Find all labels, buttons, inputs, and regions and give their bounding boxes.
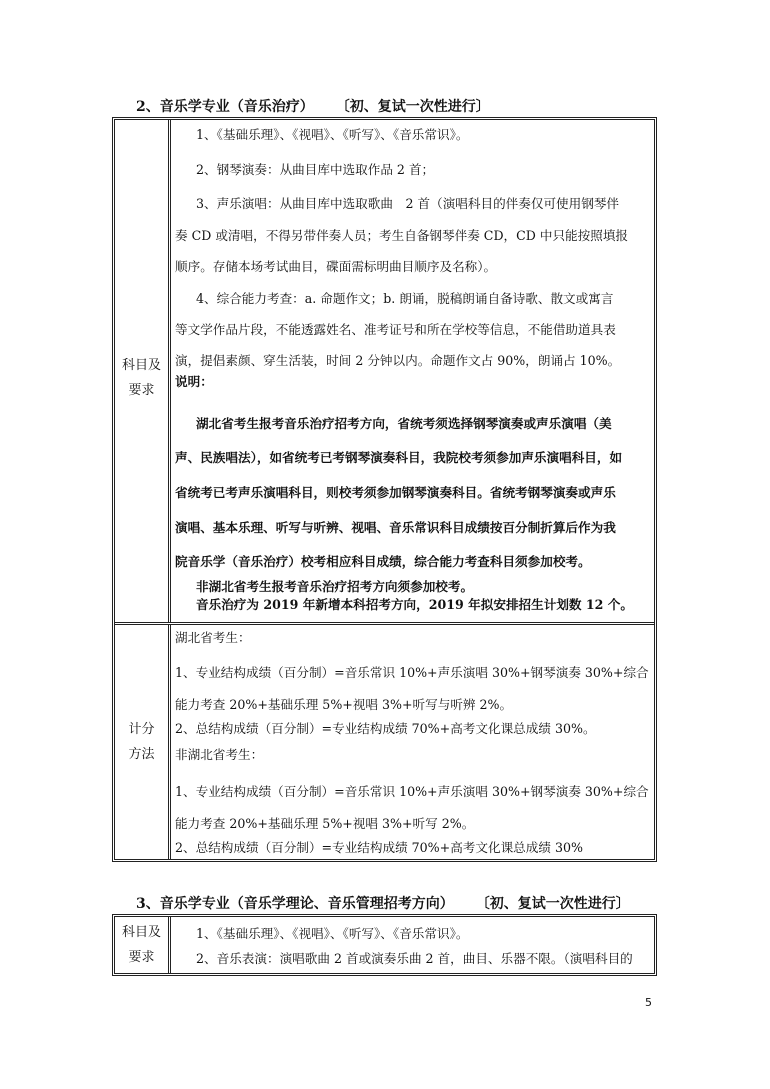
requirement-line: 顺序。存储本场考试曲目，碟面需标明曲目顺序及名称）。	[175, 259, 497, 274]
label-line: 要求	[128, 383, 155, 398]
page-number: 5	[645, 996, 652, 1009]
scoring-line: 2、总结构成绩（百分制）=专业结构成绩 70%+高考文化课总成绩 30%。	[175, 721, 596, 736]
label-line: 科目及	[121, 925, 161, 940]
scoring-line: 湖北省考生：	[175, 630, 251, 645]
requirements-label	[115, 120, 171, 622]
label-line: 方法	[128, 747, 155, 762]
requirements-content	[171, 120, 654, 622]
requirements-content	[171, 917, 654, 973]
requirement-line: 演，提倡素颜、穿生活装，时间 2 分钟以内。命题作文占 90%，朗诵占 10%。	[175, 353, 621, 368]
section-3-title: 3、音乐学专业（音乐学理论、音乐管理招考方向）	[136, 896, 454, 912]
note-line: 非湖北省考生报考音乐治疗招考方向须参加校考。	[196, 579, 474, 594]
section-2-note: 〔初、复试一次性进行〕	[335, 99, 490, 115]
label-line: 计分	[128, 722, 155, 737]
label-line: 科目及	[121, 358, 161, 373]
section-2-heading	[136, 96, 490, 116]
scoring-line: 1、专业结构成绩（百分制）=音乐常识 10%+声乐演唱 30%+钢琴演奏 30%+综合	[175, 665, 649, 680]
scoring-row	[115, 622, 654, 859]
scoring-line: 能力考查 20%+基础乐理 5%+视唱 3%+听写与听辨 2%。	[175, 697, 513, 712]
requirements-row	[115, 917, 654, 973]
requirement-line: 2、音乐表演：演唱歌曲 2 首或演奏乐曲 2 首，曲目、乐器不限。（演唱科目的	[196, 951, 633, 966]
section-2-table	[112, 117, 657, 862]
note-line: 音乐治疗为 2019 年新增本科招考方向，2019 年拟安排招生计划数 12 个。	[196, 597, 633, 612]
section-3-table	[112, 914, 657, 976]
note-line: 省统考已考声乐演唱科目，则校考须参加钢琴演奏科目。省统考钢琴演奏或声乐	[175, 485, 616, 500]
scoring-line: 非湖北省考生：	[175, 747, 264, 762]
requirement-line: 等文学作品片段，不能透露姓名、准考证号和所在学校等信息，不能借助道具表	[175, 322, 616, 337]
label-line: 要求	[128, 950, 155, 965]
requirement-line: 2、钢琴演奏：从曲目库中选取作品 2 首；	[196, 162, 435, 177]
requirement-line: 1、《基础乐理》、《视唱》、《听写》、《音乐常识》。	[196, 127, 469, 142]
requirement-line: 奏 CD 或清唱，不得另带伴奏人员；考生自备钢琴伴奏 CD，CD 中只能按照填报	[175, 228, 629, 243]
note-line: 演唱、基本乐理、听写与听辨、视唱、音乐常识科目成绩按百分制折算后作为我	[175, 520, 616, 535]
scoring-line: 2、总结构成绩（百分制）=专业结构成绩 70%+高考文化课总成绩 30%	[175, 840, 583, 855]
requirement-line: 1、《基础乐理》、《视唱》、《听写》、《音乐常识》。	[196, 926, 469, 941]
note-title: 说明：	[175, 374, 213, 389]
requirements-row	[115, 120, 654, 622]
section-3-heading	[136, 893, 630, 913]
scoring-label	[115, 625, 171, 859]
section-3-note: 〔初、复试一次性进行〕	[475, 896, 630, 912]
note-line: 院音乐学（音乐治疗）校考相应科目成绩，综合能力考查科目须参加校考。	[175, 554, 591, 569]
scoring-line: 能力考查 20%+基础乐理 5%+视唱 3%+听写 2%。	[175, 816, 475, 831]
requirement-line: 4、综合能力考查：a. 命题作文；b. 朗诵，脱稿朗诵自备诗歌、散文或寓言	[196, 291, 614, 306]
note-line: 声、民族唱法），如省统考已考钢琴演奏科目，我院校考须参加声乐演唱科目，如	[175, 450, 623, 465]
requirements-label	[115, 917, 171, 973]
section-2-title: 2、音乐学专业（音乐治疗）	[136, 99, 314, 115]
scoring-line: 1、专业结构成绩（百分制）=音乐常识 10%+声乐演唱 30%+钢琴演奏 30%+综合	[175, 784, 649, 799]
note-line: 湖北省考生报考音乐治疗招考方向，省统考须选择钢琴演奏或声乐演唱（美	[196, 416, 612, 431]
scoring-content	[171, 625, 654, 859]
requirement-line: 3、声乐演唱：从曲目库中选取歌曲 2 首（演唱科目的伴奏仅可使用钢琴伴	[196, 196, 620, 211]
